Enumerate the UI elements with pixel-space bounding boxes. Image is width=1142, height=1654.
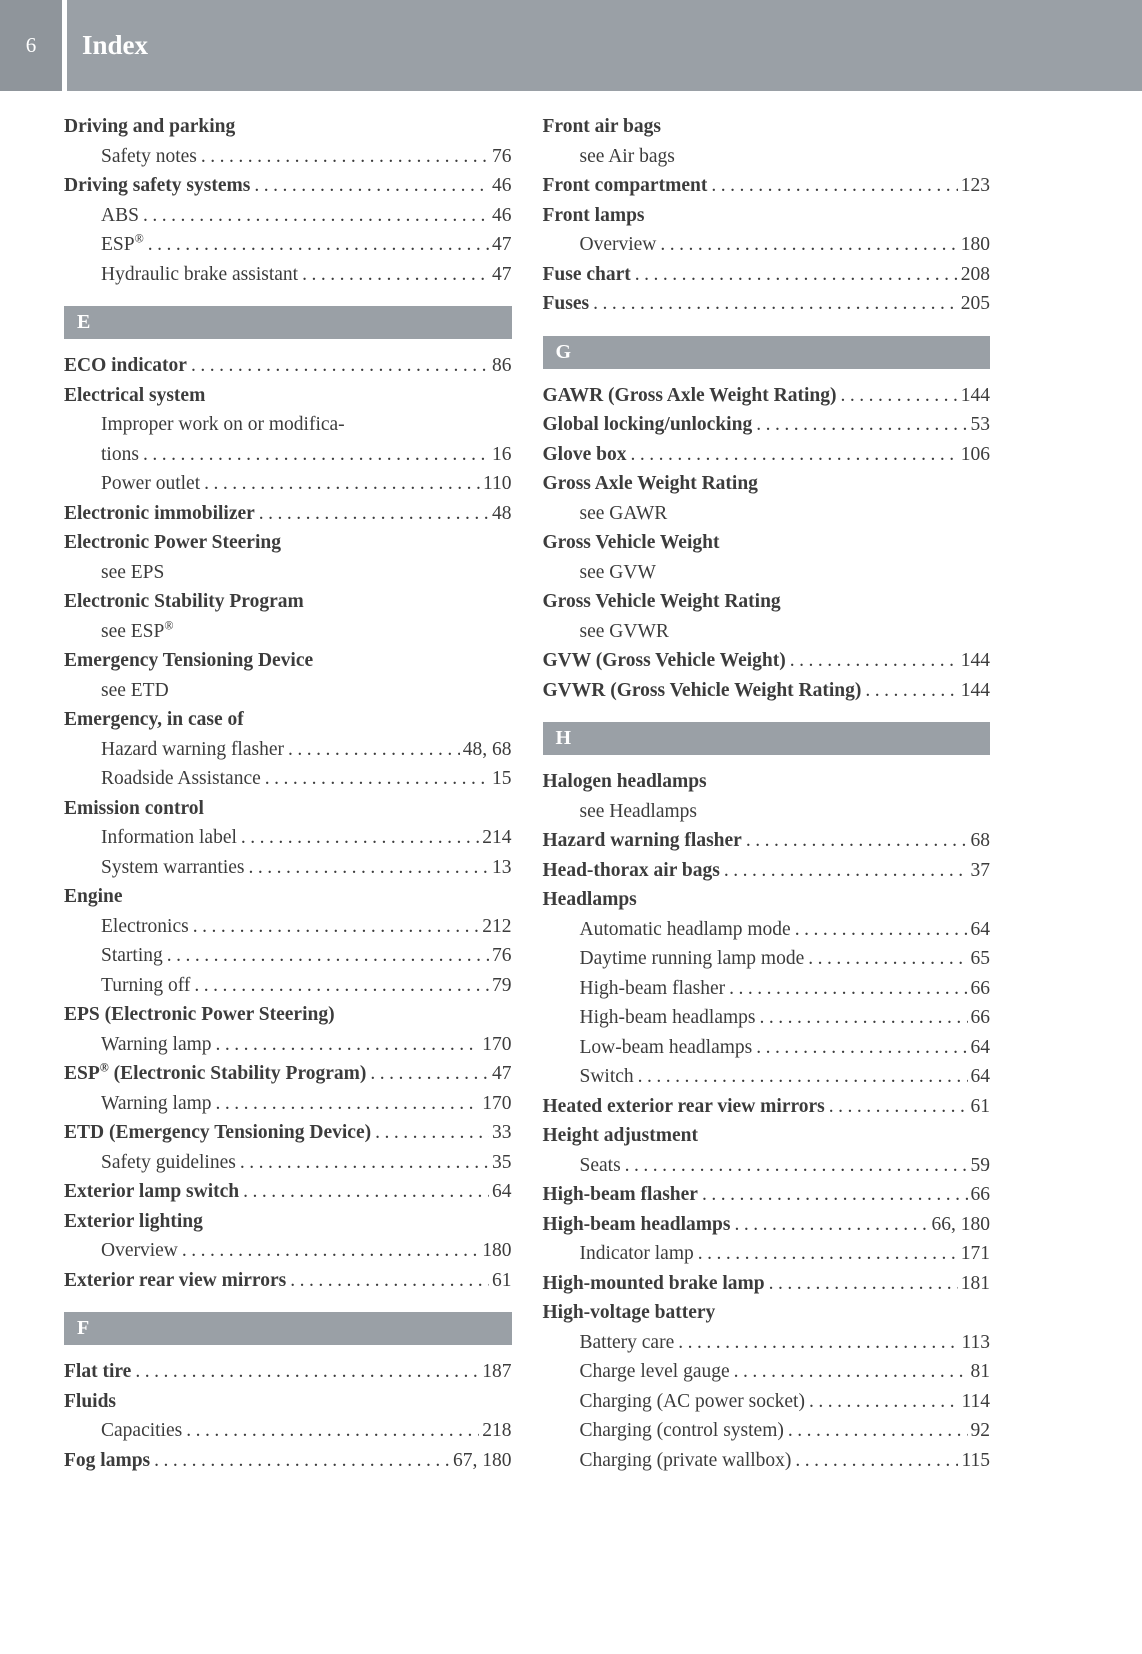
entry-label: Front lamps [542, 204, 645, 226]
entry-label: Overview [101, 1240, 178, 1261]
index-entry [543, 1387, 991, 1417]
page-ref: 61 [970, 1095, 990, 1117]
index-entry [64, 764, 512, 794]
index-entry [543, 974, 991, 1004]
entry-label: see Air bags [579, 145, 675, 167]
dot-leader [734, 1210, 928, 1240]
dot-leader [143, 201, 489, 231]
index-entry [543, 915, 991, 945]
entry-label: Safety guidelines [101, 1151, 236, 1173]
entry-label: Electronic immobilizer [64, 502, 255, 524]
dot-leader [808, 944, 967, 974]
page-ref: 79 [492, 974, 512, 996]
page-ref: 48, 68 [462, 738, 512, 760]
entry-label: Charge level gauge [579, 1361, 730, 1382]
entry-label: GVWR (Gross Vehicle Weight Rating) [542, 679, 862, 701]
page-ref: 35 [492, 1151, 512, 1173]
entry-label: ABS [101, 204, 139, 226]
index-entry [64, 410, 512, 440]
section-header [543, 336, 991, 369]
page-ref: 47 [492, 263, 512, 285]
index-entry [64, 735, 512, 765]
entry-label: Roadside Assistance [101, 768, 261, 789]
entry-label: see ETD [101, 679, 169, 701]
index-entry [64, 171, 512, 201]
page-ref: 46 [492, 204, 512, 226]
entry-label: Electrical system [64, 384, 206, 406]
entry-label: Heated exterior rear view mirrors [542, 1095, 825, 1117]
entry-label: Safety notes [101, 145, 197, 167]
entry-label: Front air bags [542, 116, 661, 137]
index-entry [543, 1239, 991, 1269]
index-entry [64, 971, 512, 1001]
index-entry [543, 1033, 991, 1063]
index-entry [64, 941, 512, 971]
dot-leader [375, 1118, 489, 1148]
section-header [64, 1312, 512, 1345]
page-ref: 86 [492, 355, 512, 376]
index-cross-reference [64, 558, 512, 588]
entry-label: Flat tire [64, 1361, 132, 1382]
index-entry [543, 587, 991, 617]
page-title: Index [82, 30, 149, 60]
entry-label: Front compartment [542, 175, 708, 196]
page-ref: 81 [970, 1361, 990, 1382]
dot-leader [711, 171, 957, 201]
index-cross-reference [543, 558, 991, 588]
dot-leader [795, 915, 968, 945]
entry-label: Driving and parking [64, 116, 236, 137]
index-entry [543, 201, 991, 231]
entry-label: Charging (AC power socket) [579, 1390, 805, 1412]
page-ref: 212 [482, 915, 512, 937]
entry-label: see GVWR [579, 620, 669, 642]
dot-leader [809, 1387, 959, 1417]
entry-label: Head-thorax air bags [542, 859, 720, 881]
entry-label: Charging (private wallbox) [579, 1449, 792, 1471]
entry-label: Gross Vehicle Weight Rating [542, 591, 781, 612]
entry-label: High-beam flasher [579, 977, 726, 999]
entry-label: High-mounted brake lamp [542, 1272, 765, 1294]
entry-label: see GVW [579, 561, 656, 583]
entry-label: Information label [101, 827, 237, 848]
page-ref: 110 [482, 473, 512, 494]
index-entry [543, 1121, 991, 1151]
index-entry [64, 499, 512, 529]
page-ref: 61 [492, 1269, 512, 1291]
dot-leader [756, 1033, 967, 1063]
index-entry [64, 1236, 512, 1266]
entry-label: ESP® (Electronic Stability Program) [64, 1060, 367, 1084]
index-entry [64, 646, 512, 676]
page-ref: 171 [960, 1243, 990, 1264]
page-ref: 47 [492, 234, 512, 255]
entry-label: tions [101, 443, 139, 465]
page-ref: 170 [482, 1092, 512, 1114]
index-entry [543, 112, 991, 142]
entry-label: Glove box [542, 443, 627, 465]
dot-leader [143, 440, 489, 470]
entry-label: see GAWR [579, 502, 668, 524]
entry-label: see ESP® [101, 618, 174, 642]
dot-leader [216, 1030, 480, 1060]
dot-leader [302, 260, 489, 290]
index-entry [64, 794, 512, 824]
index-entry [543, 1062, 991, 1092]
entry-label: Automatic headlamp mode [579, 918, 791, 940]
page-ref: 208 [960, 263, 990, 285]
entry-label: Fuses [542, 293, 590, 314]
dot-leader [240, 1148, 489, 1178]
entry-label: Exterior lamp switch [64, 1181, 240, 1202]
index-entry [543, 646, 991, 676]
entry-label: High-beam flasher [542, 1184, 698, 1205]
entry-label: see EPS [101, 561, 165, 583]
entry-label: Hazard warning flasher [542, 830, 742, 851]
page-ref: 64 [970, 1066, 990, 1087]
dot-leader [148, 230, 489, 260]
index-entry [64, 1446, 512, 1476]
index-entry [64, 853, 512, 883]
page-ref: 187 [482, 1361, 512, 1382]
page-ref: 53 [970, 414, 990, 435]
index-entry [543, 856, 991, 886]
entry-label: Low-beam headlamps [579, 1036, 753, 1058]
section-letter: H [555, 727, 572, 749]
entry-label: Gross Vehicle Weight [542, 532, 720, 553]
entry-label: GVW (Gross Vehicle Weight) [542, 650, 786, 671]
entry-label: Driving safety systems [64, 175, 251, 196]
page-ref: 47 [492, 1063, 512, 1084]
index-column-right [543, 112, 991, 1475]
entry-label: Charging (control system) [579, 1420, 784, 1441]
index-column-left [64, 112, 512, 1475]
index-entry [543, 1416, 991, 1446]
dot-leader [201, 142, 489, 172]
index-entry [543, 260, 991, 290]
page-ref: 76 [492, 945, 512, 966]
page-ref: 144 [960, 384, 990, 406]
section-header [64, 306, 512, 339]
entry-label: Global locking/unlocking [542, 414, 753, 435]
dot-leader [795, 1446, 958, 1476]
entry-label: Fog lamps [64, 1449, 151, 1471]
index-entry [543, 528, 991, 558]
index-entry [64, 1030, 512, 1060]
entry-label: Emission control [64, 797, 204, 819]
page-header [0, 0, 1142, 91]
entry-label: Indicator lamp [579, 1243, 694, 1264]
page-ref: 37 [970, 859, 990, 881]
index-entry [543, 944, 991, 974]
index-entry [64, 112, 512, 142]
dot-leader [216, 1089, 480, 1119]
index-entry [543, 676, 991, 706]
dot-leader [638, 1062, 968, 1092]
entry-label: Exterior rear view mirrors [64, 1269, 287, 1291]
entry-label: Electronic Stability Program [64, 591, 304, 612]
index-cross-reference [543, 797, 991, 827]
entry-label: ESP® [101, 231, 144, 255]
index-entry [64, 1387, 512, 1417]
index-entry [64, 912, 512, 942]
dot-leader [182, 1236, 479, 1266]
entry-label: ETD (Emergency Tensioning Device) [64, 1122, 372, 1143]
dot-leader [630, 440, 957, 470]
entry-label: High-voltage battery [542, 1302, 716, 1323]
page-ref: 144 [960, 679, 990, 701]
index-entry [543, 885, 991, 915]
entry-label: Warning lamp [101, 1033, 212, 1055]
index-cross-reference [543, 142, 991, 172]
index-entry [64, 1000, 512, 1030]
dot-leader [254, 171, 489, 201]
index-cross-reference [64, 617, 512, 647]
page-ref: 181 [960, 1272, 990, 1294]
index-entry [543, 1180, 991, 1210]
entry-label: Headlamps [542, 889, 637, 910]
index-entry [64, 882, 512, 912]
dot-leader [769, 1269, 958, 1299]
dot-leader [370, 1059, 489, 1089]
dot-leader [724, 856, 968, 886]
page-ref: 68 [970, 830, 990, 851]
page-ref: 115 [961, 1449, 990, 1471]
dot-leader [290, 1266, 489, 1296]
index-entry [64, 1357, 512, 1387]
index-entry [543, 289, 991, 319]
index-entry [64, 201, 512, 231]
entry-label: EPS (Electronic Power Steering) [64, 1004, 335, 1025]
dot-leader [191, 351, 489, 381]
dot-leader [829, 1092, 968, 1122]
dot-leader [635, 260, 958, 290]
index-entry [64, 587, 512, 617]
entry-label: Seats [579, 1154, 621, 1176]
entry-label: Battery care [579, 1331, 675, 1353]
page-ref: 113 [961, 1331, 990, 1353]
entry-label: High-beam headlamps [579, 1007, 756, 1028]
index-entry [64, 528, 512, 558]
index-content [64, 112, 990, 1475]
page-ref: 13 [492, 856, 512, 878]
index-entry [543, 410, 991, 440]
page-ref: 65 [970, 948, 990, 969]
page-ref: 214 [482, 827, 512, 848]
dot-leader [593, 289, 958, 319]
entry-label: Height adjustment [542, 1125, 698, 1146]
index-entry [543, 469, 991, 499]
entry-label: Hydraulic brake assistant [101, 263, 299, 285]
index-entry [64, 823, 512, 853]
index-entry [64, 351, 512, 381]
index-entry [64, 230, 512, 260]
registered-trademark-symbol: ® [99, 1060, 109, 1075]
index-entry [543, 1151, 991, 1181]
page-ref: 170 [482, 1033, 512, 1055]
page-number: 6 [25, 33, 37, 57]
dot-leader [746, 826, 968, 856]
index-entry [543, 1328, 991, 1358]
index-entry [64, 1148, 512, 1178]
entry-label: Exterior lighting [64, 1210, 203, 1232]
index-entry [543, 1298, 991, 1328]
dot-leader [243, 1177, 489, 1207]
header-divider [62, 0, 67, 91]
registered-trademark-symbol: ® [164, 618, 174, 632]
page-ref: 180 [482, 1240, 512, 1261]
page-ref: 66 [970, 977, 990, 999]
entry-label: Turning off [101, 974, 191, 996]
index-entry [543, 381, 991, 411]
entry-label: Hazard warning flasher [101, 738, 284, 760]
index-entry [64, 260, 512, 290]
page-ref: 59 [970, 1154, 990, 1176]
page-ref: 66, 180 [931, 1213, 990, 1235]
index-entry [64, 469, 512, 499]
page-ref: 205 [960, 293, 990, 314]
index-entry [543, 1269, 991, 1299]
dot-leader [756, 410, 967, 440]
page-ref: 218 [482, 1420, 512, 1441]
page-ref: 180 [960, 234, 990, 255]
dot-leader [625, 1151, 968, 1181]
index-entry [64, 1416, 512, 1446]
section-letter: F [77, 1317, 90, 1339]
entry-label: Gross Axle Weight Rating [542, 473, 758, 494]
dot-leader [135, 1357, 479, 1387]
page-ref: 64 [970, 1036, 990, 1058]
dot-leader [840, 381, 957, 411]
dot-leader [865, 676, 957, 706]
entry-label: Improper work on or modifica- [101, 414, 345, 435]
index-entry [64, 1207, 512, 1237]
dot-leader [186, 1416, 479, 1446]
page-ref: 64 [492, 1181, 512, 1202]
entry-label: Overview [579, 234, 657, 255]
page-ref: 144 [960, 650, 990, 671]
entry-label: Starting [101, 945, 163, 966]
index-entry [543, 1210, 991, 1240]
entry-label: Switch [579, 1066, 634, 1087]
entry-label: System warranties [101, 856, 245, 878]
entry-label: Fuse chart [542, 263, 631, 285]
entry-label: Warning lamp [101, 1092, 212, 1114]
entry-label: see Headlamps [579, 800, 697, 822]
index-entry [543, 767, 991, 797]
dot-leader [760, 1003, 968, 1033]
index-entry [64, 1266, 512, 1296]
dot-leader [194, 971, 489, 1001]
dot-leader [154, 1446, 450, 1476]
page-ref: 114 [961, 1390, 990, 1412]
page-ref: 67, 180 [453, 1449, 512, 1471]
page-ref: 15 [492, 768, 512, 789]
dot-leader [259, 499, 489, 529]
dot-leader [249, 853, 489, 883]
entry-label: Electronic Power Steering [64, 532, 281, 553]
dot-leader [241, 823, 479, 853]
entry-label: Capacities [101, 1420, 183, 1441]
index-entry [64, 705, 512, 735]
page-ref: 66 [970, 1184, 990, 1205]
section-letter: G [555, 340, 572, 363]
page-ref: 66 [970, 1007, 990, 1028]
page-ref: 92 [970, 1420, 990, 1441]
index-entry [64, 1118, 512, 1148]
entry-label: Electronics [101, 915, 189, 937]
entry-label: Emergency, in case of [64, 709, 244, 730]
page-ref: 48 [492, 502, 512, 524]
entry-label: Daytime running lamp mode [579, 948, 805, 969]
index-entry [64, 440, 512, 470]
section-letter: E [77, 311, 91, 333]
entry-label: High-beam headlamps [542, 1213, 731, 1235]
dot-leader [678, 1328, 958, 1358]
page-ref: 64 [970, 918, 990, 940]
page-ref: 123 [960, 175, 990, 196]
page-ref: 33 [492, 1122, 512, 1143]
entry-label: ECO indicator [64, 355, 187, 376]
dot-leader [734, 1357, 968, 1387]
entry-label: Emergency Tensioning Device [64, 650, 314, 671]
page-number-tab [0, 0, 62, 91]
dot-leader [698, 1239, 958, 1269]
page-ref: 106 [960, 443, 990, 465]
page-ref: 46 [492, 175, 512, 196]
index-entry [64, 1177, 512, 1207]
dot-leader [193, 912, 480, 942]
dot-leader [788, 1416, 968, 1446]
index-entry [543, 1357, 991, 1387]
index-entry [543, 826, 991, 856]
index-entry [64, 142, 512, 172]
index-entry [64, 1059, 512, 1089]
entry-label: GAWR (Gross Axle Weight Rating) [542, 384, 837, 406]
dot-leader [660, 230, 957, 260]
index-cross-reference [64, 676, 512, 706]
index-entry [543, 171, 991, 201]
dot-leader [204, 469, 480, 499]
entry-label: Engine [64, 886, 123, 907]
dot-leader [729, 974, 967, 1004]
dot-leader [265, 764, 489, 794]
index-cross-reference [543, 617, 991, 647]
index-cross-reference [543, 499, 991, 529]
dot-leader [167, 941, 489, 971]
index-entry [543, 1092, 991, 1122]
registered-trademark-symbol: ® [134, 231, 144, 246]
dot-leader [702, 1180, 968, 1210]
dot-leader [790, 646, 958, 676]
index-entry [543, 440, 991, 470]
index-entry [64, 1089, 512, 1119]
page-ref: 76 [492, 145, 512, 167]
entry-label: Fluids [64, 1390, 117, 1412]
section-header [543, 722, 991, 755]
index-entry [543, 1446, 991, 1476]
entry-label: Halogen headlamps [542, 771, 707, 792]
entry-label: Power outlet [101, 473, 201, 494]
index-entry [543, 1003, 991, 1033]
page-ref: 16 [492, 443, 512, 465]
index-entry [64, 381, 512, 411]
index-entry [543, 230, 991, 260]
dot-leader [288, 735, 460, 765]
